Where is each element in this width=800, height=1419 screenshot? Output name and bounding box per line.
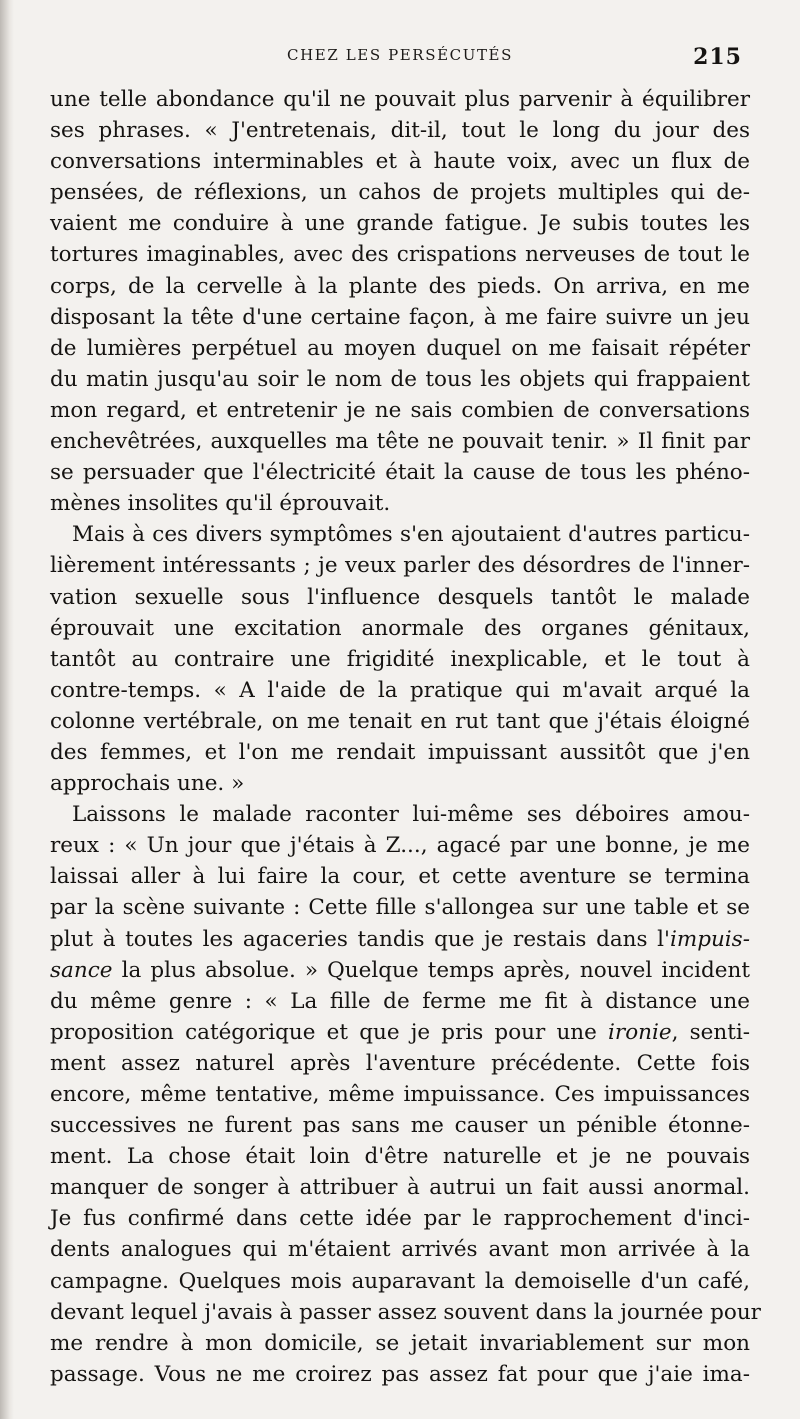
- text-line: manquer de songer à attribuer à autrui un fait aussi anormal.: [50, 1175, 750, 1201]
- paragraph-2: [50, 519, 750, 799]
- text-line: campagne. Quelques mois auparavant la demoiselle d'un café,: [50, 1268, 750, 1294]
- text-line: [50, 924, 750, 955]
- text-line: Je fus confirmé dans cette idée par le rapprochement d'inci-: [50, 1206, 750, 1232]
- text-line: [50, 955, 750, 986]
- text-line: ment assez naturel après l'aventure précédente. Cette fois: [50, 1050, 750, 1076]
- text-line: corps, de la cervelle à la plante des pieds. On arriva, en me: [50, 273, 750, 299]
- text-line: Mais à ces divers symptômes s'en ajoutaient d'autres particu-: [72, 522, 750, 548]
- italic-word: impuis-: [669, 926, 750, 952]
- page-gutter-shadow: [0, 0, 14, 1419]
- text-line: pensées, de réflexions, un cahos de projets multiples qui de-: [50, 180, 750, 206]
- text-line: encore, même tentative, même impuissance. Ces impuissances: [50, 1082, 750, 1107]
- italic-word: ironie: [608, 1019, 672, 1045]
- text-line: lièrement intéressants ; je veux parler des désordres de l'inner-: [50, 553, 750, 579]
- italic-word: sance: [50, 957, 113, 983]
- text-line: se persuader que l'électricité était la cause de tous les phéno-: [50, 460, 750, 486]
- text-line: passage. Vous ne me croirez pas assez fat pour que j'aie ima-: [50, 1361, 750, 1387]
- text-line: me rendre à mon domicile, se jetait invariablement sur mon: [50, 1330, 750, 1356]
- text-line: ment. La chose était loin d'être naturelle et je ne pouvais: [50, 1144, 750, 1170]
- text-line: colonne vertébrale, on me tenait en rut tant que j'étais éloigné: [50, 708, 750, 734]
- text-line: du même genre : « La fille de ferme me fit à distance une: [50, 988, 750, 1014]
- text-line: Laissons le malade raconter lui-même ses déboires amou-: [72, 802, 750, 828]
- text-line: du matin jusqu'au soir le nom de tous les objets qui frappaient: [50, 366, 750, 392]
- text-line: par la scène suivante : Cette fille s'allongea sur une table et se: [50, 895, 750, 921]
- text-line: disposant la tête d'une certaine façon, à me faire suivre un jeu: [50, 304, 750, 330]
- text-line: tortures imaginables, avec des crispations nerveuses de tout le: [50, 242, 750, 268]
- text-line: éprouvait une excitation anormale des organes génitaux,: [50, 615, 750, 641]
- text-line: tantôt au contraire une frigidité inexplicable, et le tout à: [50, 646, 750, 672]
- text-line: une telle abondance qu'il ne pouvait plus parvenir à équilibrer: [50, 87, 750, 112]
- text-segment: proposition catégorique et que je pris pour une: [50, 1019, 609, 1045]
- running-head: [50, 44, 750, 70]
- text-line: des femmes, et l'on me rendait impuissant aussitôt que j'en: [50, 739, 750, 765]
- text-line: conversations interminables et à haute voix, avec un flux de: [50, 149, 750, 175]
- text-line: approchais une. »: [50, 771, 245, 797]
- paragraph-1: [50, 84, 750, 519]
- text-line: de lumières perpétuel au moyen duquel on me faisait répéter: [50, 335, 750, 361]
- text-segment: , senti-: [671, 1019, 750, 1045]
- text-line: ses phrases. « J'entretenais, dit-il, tout le long du jour des: [50, 118, 750, 144]
- text-line: reux : « Un jour que j'étais à Z..., agacé par une bonne, je me: [50, 833, 750, 859]
- text-line: vation sexuelle sous l'influence desquels tantôt le malade: [50, 584, 750, 610]
- page-number: 215: [693, 44, 742, 70]
- paragraph-3: [50, 799, 761, 1390]
- text-line: successives ne furent pas sans me causer un pénible étonne-: [50, 1113, 750, 1139]
- text-line: [50, 1017, 750, 1048]
- text-line: laissai aller à lui faire la cour, et cette aventure se termina: [50, 864, 750, 890]
- text-segment: la plus absolue. » Quelque temps après, nouvel incident: [112, 957, 750, 983]
- text-line: contre-temps. « A l'aide de la pratique qui m'avait arqué la: [50, 677, 750, 703]
- text-line: mon regard, et entretenir je ne sais combien de conversations: [50, 397, 750, 423]
- text-line: dents analogues qui m'étaient arrivés avant mon arrivée à la: [50, 1237, 750, 1263]
- running-title: CHEZ LES PERSÉCUTÉS: [287, 46, 513, 64]
- text-segment: plut à toutes les agaceries tandis que je restais dans l': [50, 926, 670, 952]
- text-line: enchevêtrées, auxquelles ma tête ne pouvait tenir. » Il finit par: [50, 429, 750, 455]
- text-line: mènes insolites qu'il éprouvait.: [50, 491, 391, 517]
- body-text: [50, 84, 761, 1390]
- text-line: vaient me conduire à une grande fatigue. Je subis toutes les: [50, 211, 750, 237]
- book-page: [50, 0, 761, 1419]
- text-line: devant lequel j'avais à passer assez souvent dans la journée pour: [50, 1299, 761, 1325]
